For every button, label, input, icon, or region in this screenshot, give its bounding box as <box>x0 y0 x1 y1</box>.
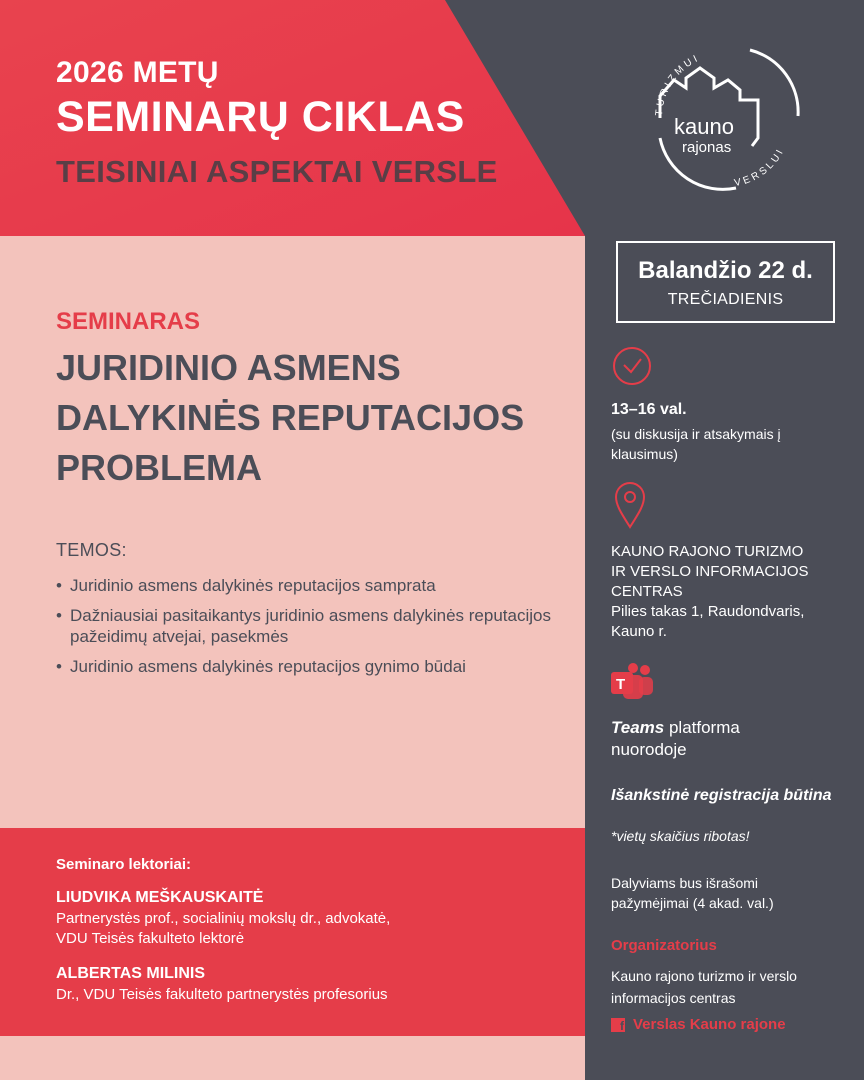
bottom-strip <box>0 1036 585 1080</box>
logo-top-text: TURIZMUI <box>653 52 702 117</box>
event-weekday: TREČIADIENIS <box>667 291 784 308</box>
location-line: Pilies takas 1, Raudondvaris, <box>611 603 805 620</box>
logo-brand-line2: rajonas <box>682 139 732 156</box>
date-box <box>616 241 835 323</box>
clock-icon <box>611 345 653 387</box>
lecturer-name: ALBERTAS MILINIS <box>56 965 206 982</box>
location-pin-icon <box>613 481 647 529</box>
list-item: • Dažniausiai pasitaikantys juridinio asmens dalykinės reputacijos pažeidimų atvejai, pasekmės <box>56 605 566 647</box>
list-item: • Juridinio asmens dalykinės reputacijos samprata <box>56 575 566 596</box>
facebook-label: Verslas Kauno rajone <box>633 1016 786 1033</box>
lecturers-heading: Seminaro lektoriai: <box>56 856 192 873</box>
header-subtitle: TEISINIAI ASPEKTAI VERSLE <box>56 154 498 189</box>
lecturer-name: LIUDVIKA MEŠKAUSKAITĖ <box>56 889 264 906</box>
facebook-icon: f <box>611 1018 625 1032</box>
lecturer-description <box>56 909 556 949</box>
teams-bold: Teams <box>611 718 665 737</box>
event-time-note: (su diskusija ir atsakymais į klausimus) <box>611 426 781 462</box>
location-line: CENTRAS <box>611 583 683 600</box>
teams-line2: nuorodoje <box>611 740 687 759</box>
logo-bottom-text: VERSLUI <box>733 145 787 190</box>
organizer-name: Kauno rajono turizmo ir verslo informacijos centras <box>611 968 797 1006</box>
teams-icon <box>609 662 657 702</box>
seminar-title-line: JURIDINIO ASMENS <box>56 347 401 388</box>
location-line: KAUNO RAJONO TURIZMO <box>611 543 804 560</box>
kauno-rajonas-logo <box>640 38 812 198</box>
header-year: 2026 METŲ <box>56 56 219 89</box>
lecturer-desc-line: VDU Teisės fakulteto lektorė <box>56 930 245 947</box>
location-line: IR VERSLO INFORMACIJOS <box>611 563 809 580</box>
lecturer-desc-line: Partnerystės prof., socialinių mokslų dr., advokatė, <box>56 910 391 927</box>
seminar-title-line: DALYKINĖS REPUTACIJOS <box>56 397 525 438</box>
svg-text:T: T <box>616 676 626 693</box>
seminar-title-line: PROBLEMA <box>56 447 262 488</box>
logo-brand-line1: kauno <box>674 114 734 139</box>
topics-label: TEMOS: <box>56 540 127 560</box>
seminar-title <box>56 343 566 493</box>
location-line: Kauno r. <box>611 623 667 640</box>
list-item: • Juridinio asmens dalykinės reputacijos gynimo būdai <box>56 656 566 677</box>
registration-required: Išankstinė registracija būtina <box>611 787 832 804</box>
svg-text:VERSLUI <box>733 146 787 189</box>
registration-note: *vietų skaičius ribotas! <box>611 828 750 844</box>
event-time: 13–16 val. <box>611 401 687 418</box>
event-location <box>611 542 841 642</box>
facebook-link[interactable] <box>611 1016 786 1033</box>
teams-info <box>611 717 740 761</box>
certificates-note: Dalyviams bus išrašomi pažymėjimai (4 akad. val.) <box>611 875 774 911</box>
topics-list <box>56 575 566 686</box>
event-date: Balandžio 22 d. <box>638 257 813 284</box>
organizer-label: Organizatorius <box>611 937 717 954</box>
teams-rest: platforma <box>664 718 740 737</box>
lecturer-description <box>56 985 556 1005</box>
header-title: SEMINARŲ CIKLAS <box>56 93 465 141</box>
lecturer-desc-line: Dr., VDU Teisės fakulteto partnerystės profesorius <box>56 986 388 1003</box>
seminar-label: SEMINARAS <box>56 308 201 335</box>
